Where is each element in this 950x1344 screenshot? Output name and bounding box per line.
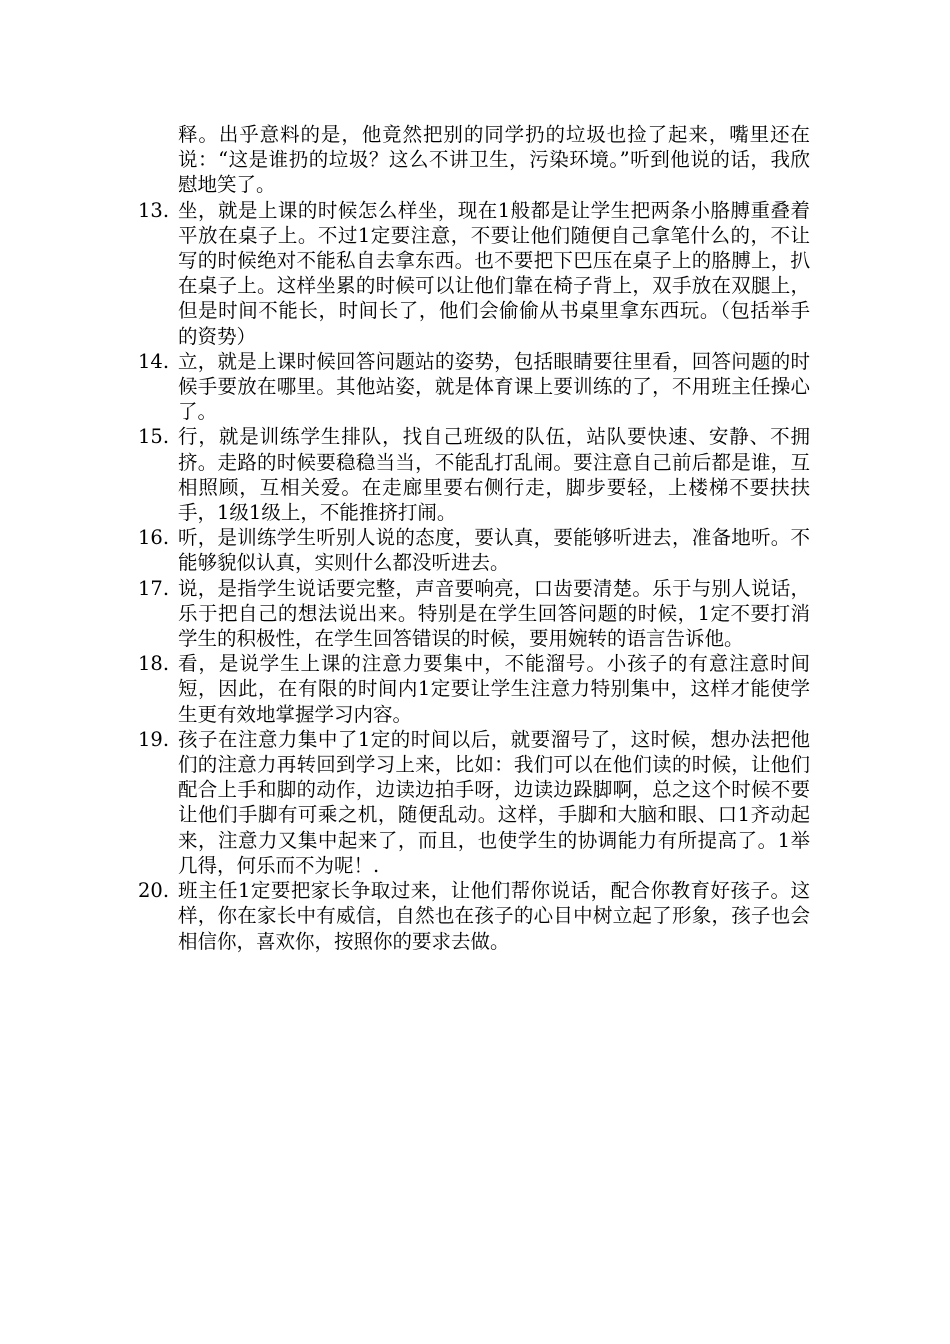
list-item-text: 班主任1定要把家长争取过来，让他们帮你说话，配合你教育好孩子。这样，你在家长中有威信，自然也在孩子的心目中树立起了形象，孩子也会相信你，喜欢你，按照你的要求去做。 bbox=[178, 879, 810, 953]
list-item-text: 孩子在注意力集中了1定的时间以后，就要溜号了，这时候，想办法把他们的注意力再转回到学习上来，比如：我们可以在他们读的时候，让他们配合上手和脚的动作，边读边拍手呀，边读边跺脚啊，总之这个时候不要让他们手脚有可乘之机，随便乱动。这样，手脚和大脑和眼、口1齐动起来，注意力又集中起来了，而且，也使学生的协调能力有所提高了。1举几得，何乐而不为呢！. bbox=[178, 727, 810, 877]
list-item-18 bbox=[138, 651, 810, 727]
list-item-number: 19. bbox=[138, 727, 170, 751]
list-item-number: 16. bbox=[138, 526, 170, 550]
continuation-paragraph bbox=[138, 122, 810, 198]
list-item-13 bbox=[138, 198, 810, 349]
list-item-14 bbox=[138, 349, 810, 425]
list-item-number: 15. bbox=[138, 425, 170, 449]
list-item-text: 立，就是上课时候回答问题站的姿势，包括眼睛要往里看，回答问题的时候手要放在哪里。其他站姿，就是体育课上要训练的了，不用班主任操心了。 bbox=[178, 349, 810, 424]
continuation-text: 释。出乎意料的是，他竟然把别的同学扔的垃圾也捡了起来，嘴里还在说：“这是谁扔的垃圾？这么不讲卫生，污染环境。”听到他说的话，我欣慰地笑了。 bbox=[178, 123, 810, 197]
list-item-number: 20. bbox=[138, 879, 170, 903]
list-item-number: 13. bbox=[138, 198, 170, 222]
list-item-text: 看，是说学生上课的注意力要集中，不能溜号。小孩子的有意注意时间短，因此，在有限的时间内1定要让学生注意力特别集中，这样才能使学生更有效地掌握学习内容。 bbox=[178, 652, 810, 726]
list-item-19 bbox=[138, 727, 810, 878]
list-item-text: 听，是训练学生听别人说的态度，要认真，要能够听进去，准备地听。不能够貌似认真，实则什么都没听进去。 bbox=[178, 526, 810, 575]
list-item-15 bbox=[138, 424, 810, 525]
list-item-number: 14. bbox=[138, 349, 170, 373]
list-item-text: 坐，就是上课的时候怎么样坐，现在1般都是让学生把两条小胳膊重叠着平放在桌子上。不过1定要注意，不要让他们随便自己拿笔什么的，不让写的时候绝对不能私自去拿东西。也不要把下巴压在桌子上的胳膊上，扒在桌子上。这样坐累的时候可以让他们靠在椅子背上，双手放在双腿上，但是时间不能长，时间长了，他们会偷偷从书桌里拿东西玩。（包括举手的资势） bbox=[178, 198, 810, 348]
list-item-text: 说，是指学生说话要完整，声音要响亮，口齿要清楚。乐于与别人说话，乐于把自己的想法说出来。特别是在学生回答问题的时候，1定不要打消学生的积极性，在学生回答错误的时候，要用婉转的语言告诉他。 bbox=[178, 576, 810, 651]
list-item-number: 18. bbox=[138, 652, 170, 676]
list-item-16 bbox=[138, 525, 810, 575]
list-item-number: 17. bbox=[138, 576, 170, 600]
list-item-text: 行，就是训练学生排队，找自己班级的队伍，站队要快速、安静、不拥挤。走路的时候要稳稳当当，不能乱打乱闹。要注意自己前后都是谁，互相照顾，互相关爱。在走廊里要右侧行走，脚步要轻，上楼梯不要扶扶手，1级1级上，不能推挤打闹。 bbox=[178, 425, 810, 525]
document-body bbox=[138, 122, 810, 954]
list-item-20 bbox=[138, 878, 810, 954]
list-item-17 bbox=[138, 576, 810, 652]
